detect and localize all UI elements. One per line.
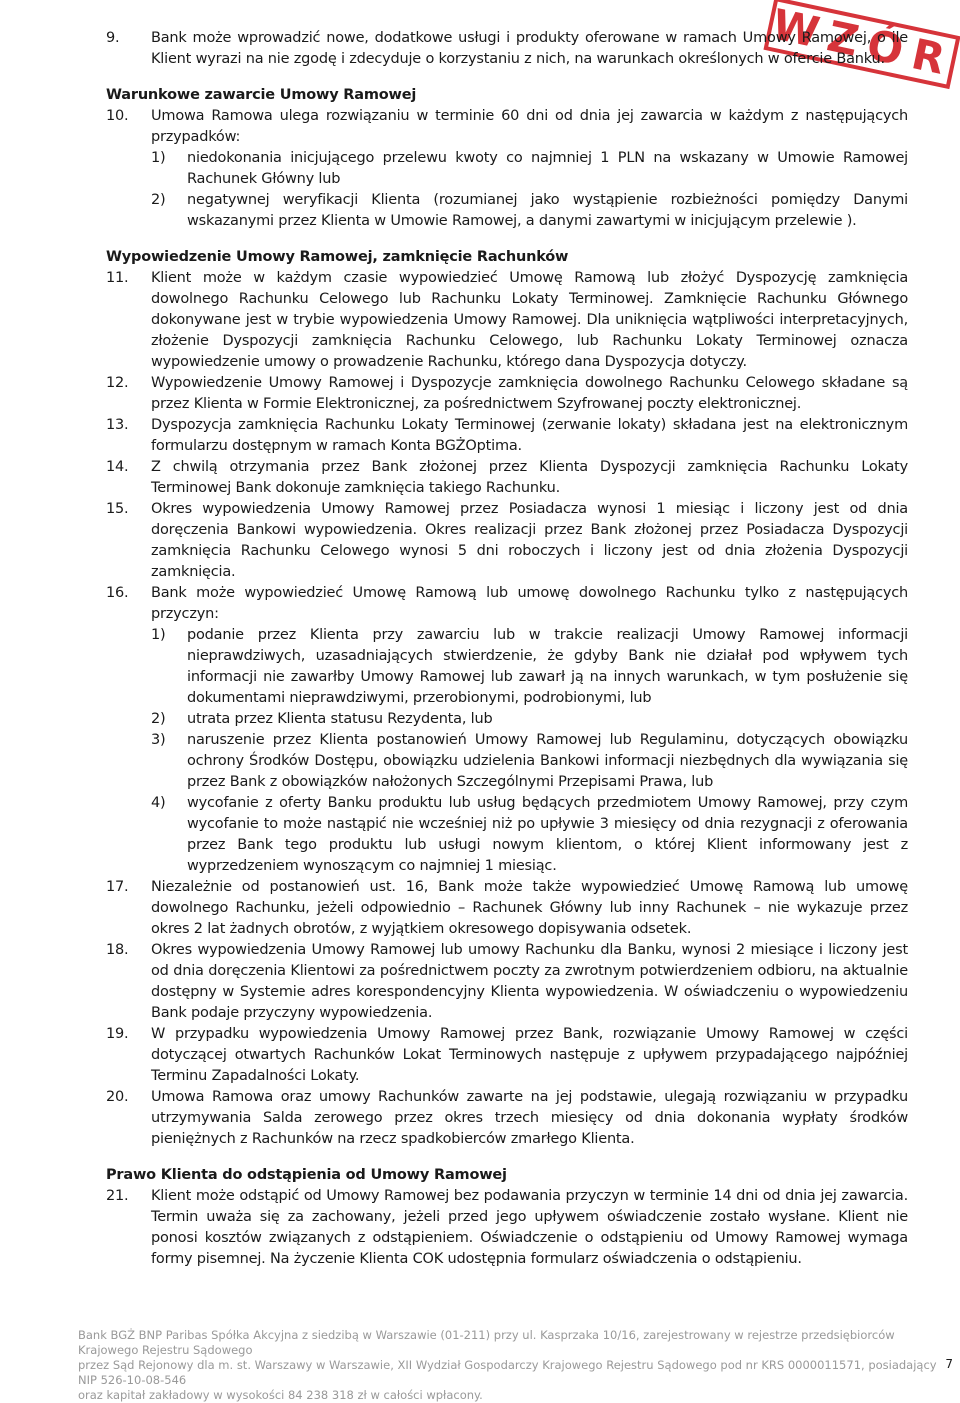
sub-item [151,793,908,877]
paragraph-text: Umowa Ramowa oraz umowy Rachunków zawarte na jej podstawie, ulegają rozwiązaniu w przypadku utrzymywania Salda zerowego przez okres trzech miesięcy od dnia dokonania wypłaty środków pieniężnych z Rachunków na rzecz spadkobierców zmarłego Klienta. [151,1089,908,1147]
section-heading-wypowiedzenie: Wypowiedzenie Umowy Ramowej, zamknięcie Rachunków [106,249,569,265]
sub-item [151,730,908,793]
sub-item-text: negatywnej weryfikacji Klienta (rozumianej jako wystąpienie rozbieżności pomiędzy Danymi wskazanymi przez Klienta w Umowie Ramowej, a danymi zawartymi w inicjującym przelewie ). [187,192,908,229]
sub-item [151,625,908,709]
document-page [106,28,908,1270]
paragraph-number: 14. [106,459,129,475]
paragraph-text: W przypadku wypowiedzenia Umowy Ramowej przez Bank, rozwiązanie Umowy Ramowej w części dotyczącej otwartych Rachunków Lokat Terminowych następuje z upływem przypadającego najpóźniej Terminu Zapadalności Lokaty. [151,1026,908,1084]
paragraph-text: Okres wypowiedzenia Umowy Ramowej lub umowy Rachunku dla Banku, wynosi 2 miesiące i liczony jest od dnia doręczenia Klientowi za pośrednictwem poczty za zwrotnym potwierdzeniem odbioru, na aktualnie dostępny w Systemie adres korespondencyjny Klienta wypowiedzenia. W oświadczeniu o wypowiedzeniu Bank podaje przyczyny wypowiedzenia. [151,942,908,1021]
paragraph-body [151,106,908,232]
sub-item [151,709,908,730]
paragraph-18 [106,940,908,1024]
paragraph-text: Bank może wypowiedzieć Umowę Ramową lub umowę dowolnego Rachunku tylko z następujących przyczyn: [151,585,908,622]
paragraph-10 [106,106,908,232]
sub-item-text: naruszenie przez Klienta postanowień Umowy Ramowej lub Regulaminu, dotyczących obowiązku ochrony Środków Dostępu, obowiązku udzielenia Bankowi informacji niezbędnych dla wywiązania się przez Bank z obowiązków nałożonych Szczególnymi Przepisami Prawa, lub [187,732,908,790]
section-heading-prawo: Prawo Klienta do odstąpienia od Umowy Ramowej [106,1167,507,1183]
footer-line: Bank BGŻ BNP Paribas Spółka Akcyjna z siedzibą w Warszawie (01-211) przy ul. Kasprzaka 10/16, zarejestrowany w rejestrze przedsiębiorców Krajowego Rejestru Sądowego [78,1328,895,1357]
paragraph-text: Dyspozycja zamknięcia Rachunku Lokaty Terminowej (zerwanie lokaty) składana jest na elektronicznym formularzu dostępnym w ramach Konta BGŻOptima. [151,417,908,454]
sub-item [151,148,908,190]
footer-line: przez Sąd Rejonowy dla m. st. Warszawy w Warszawie, XII Wydział Gospodarczy Krajowego Rejestru Sądowego pod nr KRS 0000011571, posiadający NIP 526-10-08-546 [78,1358,937,1387]
sub-item-text: utrata przez Klienta statusu Rezydenta, lub [187,711,493,727]
paragraph-number: 9. [106,30,120,46]
paragraph-text: Wypowiedzenie Umowy Ramowej i Dyspozycje zamknięcia dowolnego Rachunku Celowego składane są przez Klienta w Formie Elektronicznej, za pośrednictwem Szyfrowanej poczty elektronicznej. [151,375,908,412]
paragraph-9 [106,28,908,70]
paragraph-17 [106,877,908,940]
paragraph-15 [106,499,908,583]
sub-item-number: 1) [151,627,166,643]
paragraph-20 [106,1087,908,1150]
paragraph-text: Z chwilą otrzymania przez Bank złożonej przez Klienta Dyspozycji zamknięcia Rachunku Lokaty Terminowej Bank dokonuje zamknięcia takiego Rachunku. [151,459,908,496]
sub-item-text: wycofanie z oferty Banku produktu lub usług będących przedmiotem Umowy Ramowej, przy czym wycofanie to może nastąpić nie wcześniej niż po upływie 3 miesięcy od dnia rezygnacji z oferowania przez Bank tego produktu lub usługi nowym klientom, o której Klient informowany jest z wyprzedzeniem wynoszącym co najmniej 1 miesiąc. [187,795,908,874]
paragraph-14 [106,457,908,499]
paragraph-number: 21. [106,1188,129,1204]
paragraph-21 [106,1186,908,1270]
sub-item-number: 3) [151,732,166,748]
section-heading-warunkowe: Warunkowe zawarcie Umowy Ramowej [106,87,417,103]
paragraph-11 [106,268,908,373]
paragraph-12 [106,373,908,415]
paragraph-number: 16. [106,585,129,601]
paragraph-text: Klient może odstąpić od Umowy Ramowej bez podawania przyczyn w terminie 14 dni od dnia jej zawarcia. Termin uważa się za zachowany, jeżeli przed jego upływem oświadczenie zostało wysłane. Klient nie ponosi kosztów związanych z odstąpieniem. Oświadczenie o odstąpieniu od Umowy Ramowej wymaga formy pisemnej. Na życzenie Klienta COK udostępnia formularz oświadczenia o odstąpieniu. [151,1188,908,1267]
paragraph-number: 10. [106,108,129,124]
sub-item-number: 2) [151,711,166,727]
sub-item [151,190,908,232]
paragraph-text: Niezależnie od postanowień ust. 16, Bank może także wypowiedzieć Umowę Ramową lub umowę dowolnego Rachunku, jeżeli odpowiednio – Rachunek Główny lub inny Rachunek – nie wykazuje przez okres 2 lat żadnych obrotów, z wyjątkiem okresowego dopisywania odsetek. [151,879,908,937]
paragraph-number: 18. [106,942,129,958]
paragraph-text: Klient może w każdym czasie wypowiedzieć Umowę Ramową lub złożyć Dyspozycję zamknięcia dowolnego Rachunku Celowego lub Rachunku Lokaty Terminowej. Zamknięcie Rachunku Głównego dokonywane jest w trybie wypowiedzenia Umowy Ramowej. Dla uniknięcia wątpliwości interpretacyjnych, złożenie Dyspozycji zamknięcia Rachunku Celowego, lub Rachunku Lokaty Terminowej oznacza wypowiedzenie umowy o prowadzenie Rachunku, którego dana Dyspozycja dotyczy. [151,270,908,370]
paragraph-number: 19. [106,1026,129,1042]
paragraph-text: Okres wypowiedzenia Umowy Ramowej przez Posiadacza wynosi 1 miesiąc i liczony jest od dnia doręczenia Bankowi wypowiedzenia. Okres realizacji przez Bank złożonej przez Posiadacza Dyspozycji zamknięcia Rachunku Celowego wynosi 5 dni roboczych i liczony jest od dnia złożenia Dyspozycji zamknięcia. [151,501,908,580]
paragraph-number: 20. [106,1089,129,1105]
sub-item-number: 2) [151,192,166,208]
page-footer [78,1328,938,1403]
paragraph-number: 13. [106,417,129,433]
sub-item-text: niedokonania inicjującego przelewu kwoty co najmniej 1 PLN na wskazany w Umowie Ramowej Rachunek Główny lub [187,150,908,187]
paragraph-text: Umowa Ramowa ulega rozwiązaniu w terminie 60 dni od dnia jej zawarcia w każdym z następujących przypadków: [151,108,908,145]
paragraph-text: Bank może wprowadzić nowe, dodatkowe usługi i produkty oferowane w ramach Umowy Ramowej, o ile Klient wyrazi na nie zgodę i zdecyduje o korzystaniu z nich, na warunkach określonych w ofercie Banku. [151,30,908,67]
sub-item-number: 1) [151,150,166,166]
paragraph-number: 17. [106,879,129,895]
paragraph-16 [106,583,908,877]
paragraph-number: 11. [106,270,129,286]
wzor-stamp: WZÓR [763,0,960,89]
paragraph-19 [106,1024,908,1087]
footer-line: oraz kapitał zakładowy w wysokości 84 238 318 zł w całości wpłacony. [78,1388,483,1402]
paragraph-13 [106,415,908,457]
sub-item-number: 4) [151,795,166,811]
paragraph-body [151,583,908,877]
page-number: 7 [945,1357,953,1371]
paragraph-number: 15. [106,501,129,517]
paragraph-number: 12. [106,375,129,391]
sub-item-text: podanie przez Klienta przy zawarciu lub w trakcie realizacji Umowy Ramowej informacji nieprawdziwych, uzasadniających stwierdzenie, że gdyby Bank nie działał pod wpływem tych informacji nie zawarłby Umowy Ramowej lub zawarł ją na innych warunkach, w tym posłużenie się dokumentami nieprawdziwymi, przerobionymi, podrobionymi, lub [187,627,908,706]
